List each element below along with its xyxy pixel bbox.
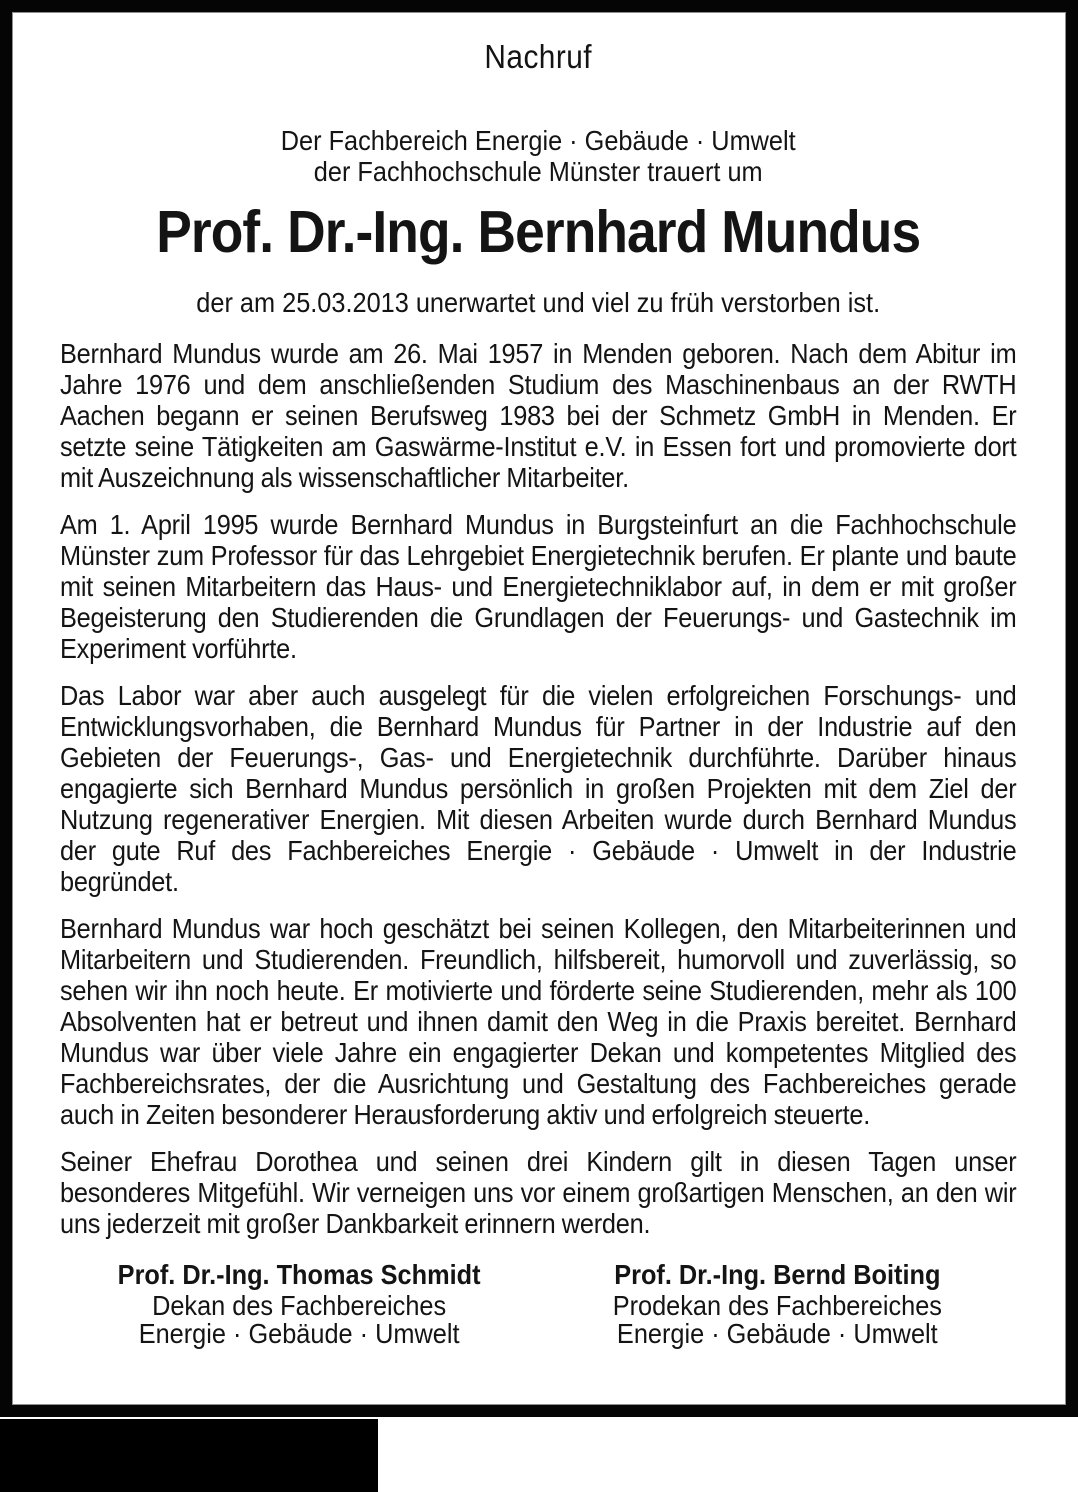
obituary-paragraph: Am 1. April 1995 wurde Bernhard Mundus in Burgsteinfurt an die Fachhochschule Münster zum Professor für das Lehrgebiet Energietechnik berufen. Er plante und baute mit seinen Mitarbeitern das Haus- und Energietechniklabor auf, in dem er mit großer Begeisterung den Studierenden die Grundlagen der Feuerungs- und Gastechnik im Experiment vorführte. bbox=[60, 509, 1017, 664]
signatory-name: Prof. Dr.-Ing. Thomas Schmidt bbox=[117, 1259, 481, 1290]
intro-line-2: der Fachhochschule Münster trauert um bbox=[313, 156, 763, 187]
signatory-role-line2: Energie · Gebäude · Umwelt bbox=[138, 1318, 460, 1349]
obituary-paragraph: Das Labor war aber auch ausgelegt für die vielen erfolgreichen Forschungs- und Entwicklungsvorhaben, die Bernhard Mundus für Partner in der Industrie auf den Gebieten der Feuerungs-, Gas- und Energietechnik durchführte. Darüber hinaus engagierte sich Bernhard Mundus persönlich in großen Projekten mit dem Ziel der Nutzung regenerativer Energien. Mit diesen Arbeiten wurde durch Bernhard Mundus der gute Ruf des Fachbereiches Energie · Gebäude · Umwelt in der Industrie begründet. bbox=[60, 680, 1017, 897]
signatory-role-line1: Prodekan des Fachbereiches bbox=[612, 1290, 942, 1321]
obituary-paragraph: Bernhard Mundus war hoch geschätzt bei seinen Kollegen, den Mitarbeiterinnen und Mitarbeitern und Studierenden. Freundlich, hilfsbereit, humorvoll und zuverlässig, so sehen wir ihn noch heute. Er motivierte und förderte seine Studierenden, mehr als 100 Absolventen hat er betreut und ihnen damit den Weg in die Praxis bereitet. Bernhard Mundus war über viele Jahre ein engagierter Dekan und kompetentes Mitglied des Fachbereichsrates, der die Ausrichtung und Gestaltung des Fachbereiches gerade auch in Zeiten besonderer Herausforderung aktiv und erfolgreich steuerte. bbox=[60, 913, 1017, 1130]
obituary-body bbox=[60, 338, 1016, 1239]
signature-block bbox=[60, 1257, 1016, 1348]
signatory-role-line1: Dekan des Fachbereiches bbox=[152, 1290, 447, 1321]
obituary-content bbox=[60, 12, 1016, 1348]
signatory-role-line2: Energie · Gebäude · Umwelt bbox=[616, 1318, 938, 1349]
signatory-name: Prof. Dr.-Ing. Bernd Boiting bbox=[614, 1259, 941, 1290]
obituary-paragraph: Bernhard Mundus wurde am 26. Mai 1957 in Menden geboren. Nach dem Abitur im Jahre 1976 und dem anschließenden Studium des Maschinenbaus an der RWTH Aachen begann er seinen Berufsweg 1983 bei der Schmetz GmbH in Menden. Er setzte seine Tätigkeiten am Gaswärme-Institut e.V. in Essen fort und promovierte dort mit Auszeichnung als wissenschaftlicher Mitarbeiter. bbox=[60, 338, 1017, 493]
intro-line-1: Der Fachbereich Energie · Gebäude · Umwelt bbox=[280, 125, 796, 156]
obituary-paragraph: Seiner Ehefrau Dorothea und seinen drei Kindern gilt in diesen Tagen unser besonderes Mitgefühl. Wir verneigen uns vor einem großartigen Menschen, an den wir uns jederzeit mit großer Dankbarkeit erinnern werden. bbox=[60, 1146, 1017, 1239]
signature-right bbox=[538, 1257, 1016, 1348]
intro-block bbox=[60, 125, 1016, 187]
deceased-name-title: Prof. Dr.-Ing. Bernhard Mundus bbox=[156, 199, 921, 265]
death-date-line: der am 25.03.2013 unerwartet und viel zu früh verstorben ist. bbox=[196, 287, 881, 318]
nachruf-heading: Nachruf bbox=[484, 38, 593, 75]
signature-left bbox=[60, 1257, 538, 1348]
redacted-block bbox=[0, 1419, 378, 1492]
